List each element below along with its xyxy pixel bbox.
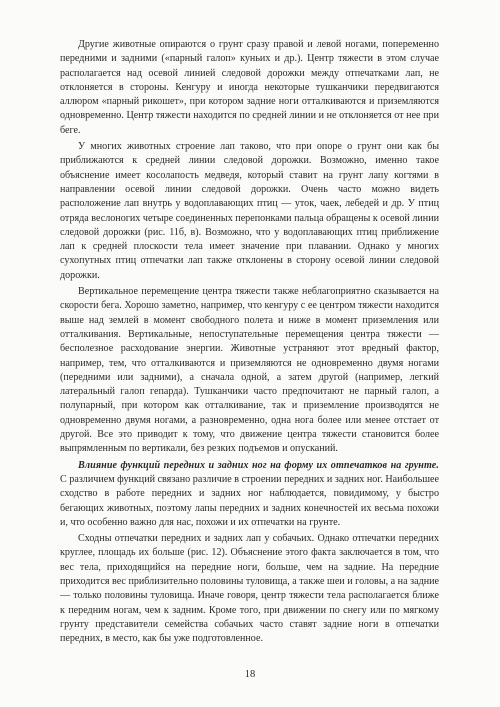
paragraph-text: С различием функций связано различие в строении передних и задних ног. Наибольшее сходство в работе передних и задних ног наблюдается, повидимому, у быстро бегающих животных, поэтому лапы передних и задних конечностей их весьма похожи и, что особенно важно для нас, похожи и их отпечатки на грунте. [60, 473, 439, 528]
page-body-text [60, 38, 439, 646]
paragraph-paw-placement [60, 140, 439, 283]
paragraph-text: Другие животные опираются о грунт сразу правой и левой ногами, попеременно передними и задними («парный галоп» куньих и др.). Центр тяжести в этом случае располагается над осевой линией следовой дорожки между отпечатками лап, не отклоняется в стороны. Кенгуру и иногда некоторые тушканчики передвигаются аллюром «парный рикошет», при котором задние ноги отталкиваются и приземляются одновременно. Центр тяжести находится по средней линии и не отклоняется от нее при беге. [60, 39, 439, 136]
paragraph-text: Сходны отпечатки передних и задних лап у собачьих. Однако отпечатки передних круглее, площадь их больше (рис. 12). Объяснение этого факта заключается в том, что вес тела, приходящийся на передние ноги, больше, чем на задние. На передние приходится вес приблизительно половины туловища, а также шеи и головы, а на задние — только половины туловища. Иначе говоря, центр тяжести тела располагается ближе к передним ногам, чем к задним. Кроме того, при движении по снегу или по мягкому грунту представители семейства собачьих часто ставят задние ноги в отпечатки передних, в место, как бы уже подготовленное. [60, 533, 439, 645]
paragraph-vertical-movement [60, 285, 439, 457]
paragraph-gait-pair-gallop [60, 38, 439, 138]
paragraph-text: У многих животных строение лап таково, что при опоре о грунт они как бы приближаются к средней линии следовой дорожки. Возможно, именно такое объяснение имеет косолапость медведя, который ставит на грунт лапу когтями в направлении осевой линии следовой дорожки. Очень часто можно видеть расположение лап внутрь у водоплавающих птиц — уток, чаек, лебедей и др. У птиц отряда веслоногих четыре соединенных перепонками пальца обращены к осевой линии следовой дорожки (рис. 11б, в). Возможно, что у водоплавающих птиц приближение лап к средней плоскости тела имеет значение при плавании. Однако у многих сухопутных птиц отпечатки лап также отклонены в сторону осевой линии следовой дорожки. [60, 141, 439, 281]
paragraph-canid-prints [60, 532, 439, 646]
page-number: 18 [244, 669, 256, 680]
section-lead-heading: Влияние функций передних и задних ног на форму их отпечатков на грунте. [78, 459, 439, 471]
paragraph-text: Вертикальное перемещение центра тяжести также неблагоприятно сказывается на скорости бега. Хорошо заметно, например, что кенгуру с ее центром тяжести находится выше над землей в момент свободного полета и ниже в момент приземления или отталкивания. Вертикальные, непоступательные перемещения центра тяжести — бесполезное расходование энергии. Животные устраняют этот вредный фактор, например, тем, что отталкиваются и приземляются не одновременно двумя ногами (передними или задними), а сначала одной, а затем другой (например, легкий латеральный галоп гепарда). Тушканчики часто предпочитают не парный галоп, а полупарный, при котором как отталкивание, так и приземление производятся не одновременно двумя ногами, а разновременно, одна нога более или менее отстает от другой. Все это приводит к тому, что движение центра тяжести становится более выпрямленным по вертикали, без резких подъемов и опусканий. [60, 286, 439, 455]
paragraph-leg-functions [60, 459, 439, 530]
